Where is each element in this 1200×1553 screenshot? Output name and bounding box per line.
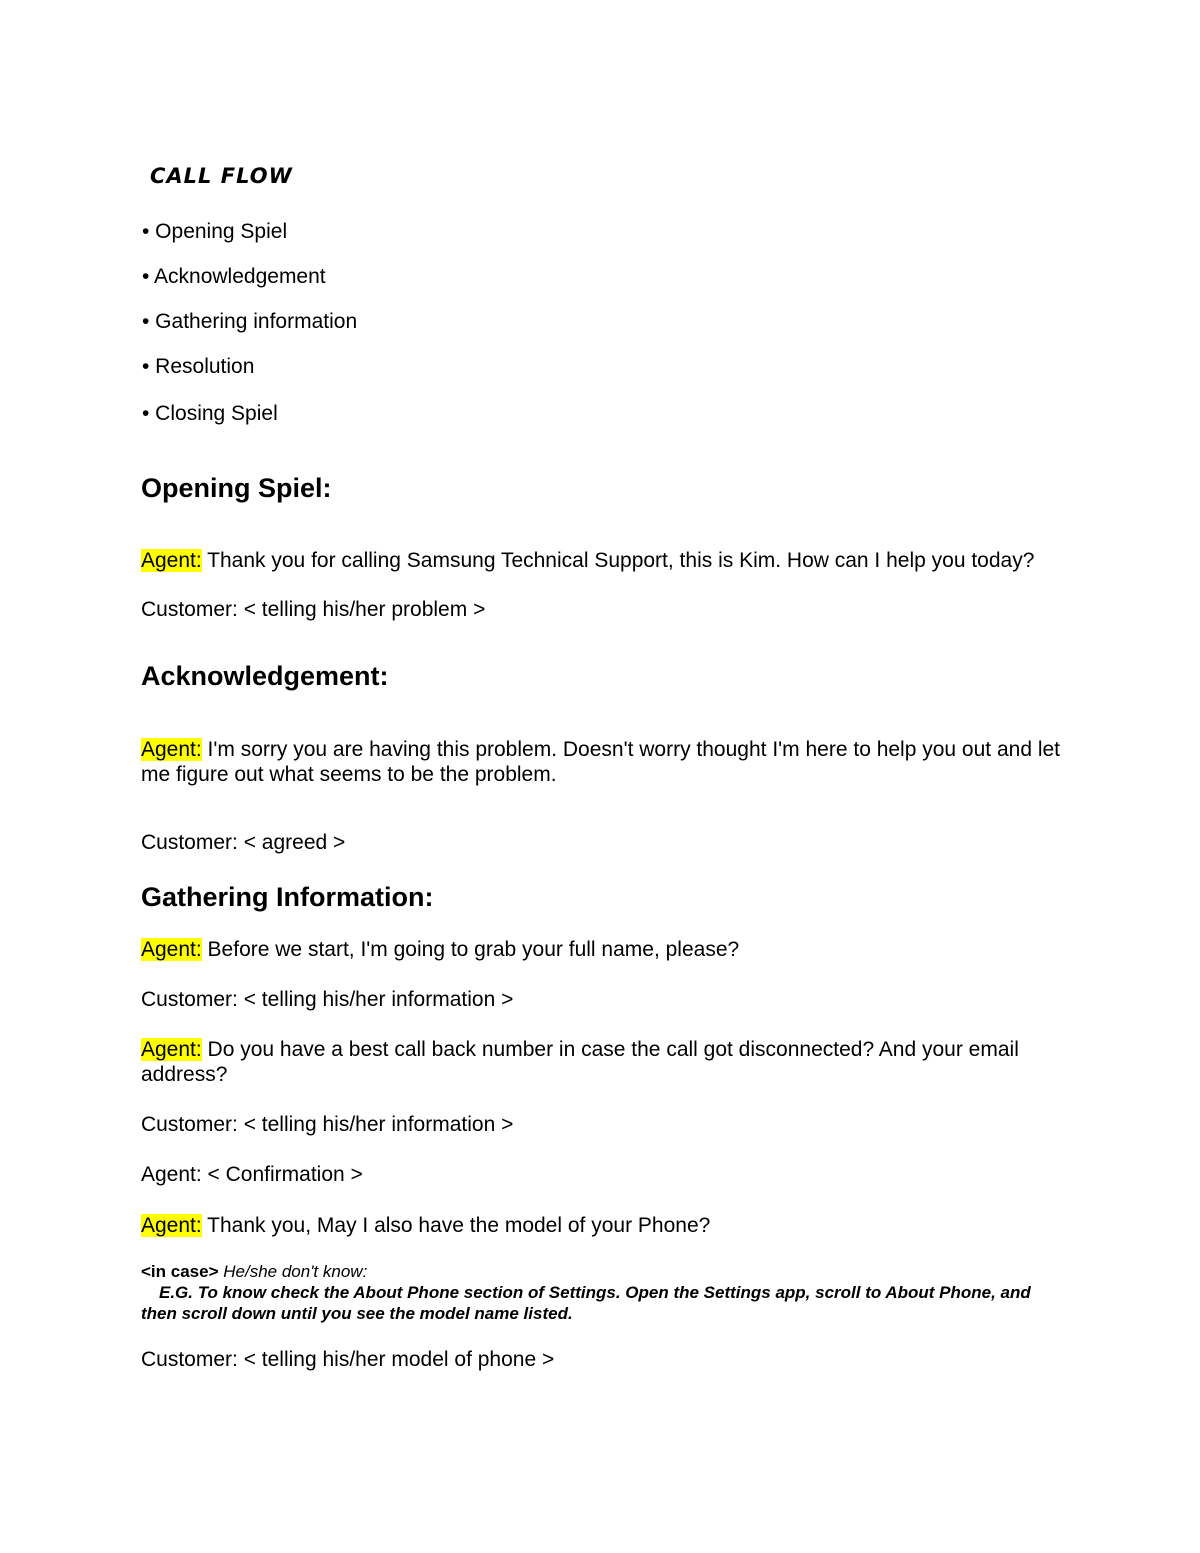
- gathering-customer-line-2: Customer: < telling his/her information >: [141, 1113, 514, 1136]
- outline-item-closing: • Closing Spiel: [142, 402, 278, 425]
- heading-acknowledgement: Acknowledgement:: [141, 661, 389, 691]
- agent-text: Thank you, May I also have the model of your Phone?: [201, 1214, 711, 1237]
- model-help-note: [141, 1261, 1071, 1324]
- agent-label: Agent:: [141, 1038, 202, 1061]
- outline-item-gathering: • Gathering information: [142, 310, 358, 333]
- agent-label: Agent:: [141, 938, 202, 961]
- opening-customer-line: Customer: < telling his/her problem >: [141, 598, 486, 621]
- note-instructions: E.G. To know check the About Phone section of Settings. Open the Settings app, scroll to About Phone, and then scroll down until you see the model name listed.: [141, 1283, 1031, 1323]
- agent-label: Agent:: [141, 1214, 202, 1237]
- agent-text: Do you have a best call back number in case the call got disconnected? And your email address?: [141, 1038, 1019, 1086]
- gathering-agent-line-4: [141, 1213, 1071, 1238]
- agent-text: I'm sorry you are having this problem. Doesn't worry thought I'm here to help you out and let me figure out what seems to be the problem.: [141, 738, 1061, 786]
- document-title: CALL FLOW: [150, 164, 293, 188]
- gathering-agent-line-1: [141, 937, 1071, 962]
- agent-label: Agent:: [141, 549, 202, 572]
- outline-item-opening: • Opening Spiel: [142, 220, 288, 243]
- outline-item-resolution: • Resolution: [142, 355, 255, 378]
- gathering-customer-line-3: Customer: < telling his/her model of phone >: [141, 1348, 555, 1371]
- heading-gathering-information: Gathering Information:: [141, 882, 434, 912]
- acknowledgement-agent-line: [141, 737, 1071, 787]
- gathering-agent-line-2: [141, 1037, 1071, 1087]
- agent-label: Agent:: [141, 738, 202, 761]
- gathering-customer-line-1: Customer: < telling his/her information >: [141, 988, 514, 1011]
- agent-text: Before we start, I'm going to grab your full name, please?: [201, 938, 740, 961]
- acknowledgement-customer-line: Customer: < agreed >: [141, 831, 346, 854]
- heading-opening-spiel: Opening Spiel:: [141, 473, 332, 503]
- outline-item-acknowledgement: • Acknowledgement: [142, 265, 326, 288]
- opening-agent-line: [141, 548, 1071, 573]
- note-text: He/she don't know:: [218, 1262, 368, 1281]
- agent-text: Thank you for calling Samsung Technical Support, this is Kim. How can I help you today?: [201, 549, 1035, 572]
- note-tag: <in case>: [141, 1262, 219, 1281]
- gathering-agent-confirmation: Agent: < Confirmation >: [141, 1163, 363, 1186]
